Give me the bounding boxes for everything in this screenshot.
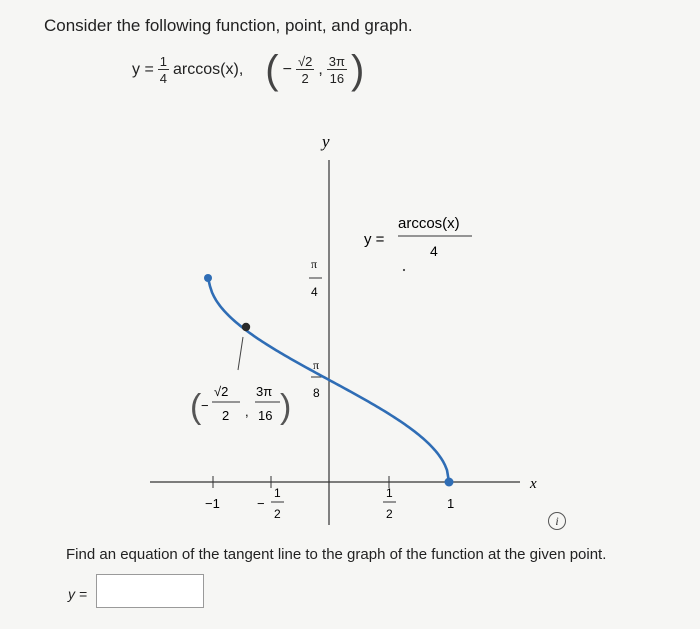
ytick-pi4-den: 4 (311, 285, 318, 299)
point-y-num: 3π (328, 54, 345, 69)
point-label (190, 384, 291, 426)
xtick-half-den: 2 (386, 507, 393, 521)
problem-intro: Consider the following function, point, and graph. (44, 16, 413, 35)
fn-body: arccos(x), (173, 61, 244, 78)
xtick-neghalf-sign: − (257, 496, 265, 511)
point-comma: , (318, 61, 323, 78)
left-paren: ( (265, 48, 279, 92)
y-axis-label: y (322, 132, 330, 151)
point-label-x-den: 2 (222, 408, 230, 423)
point-pointer (238, 337, 243, 370)
xtick-neghalf-num: 1 (274, 486, 281, 500)
xtick-neg1: −1 (205, 496, 220, 511)
ytick-pi4-num: π (311, 257, 318, 271)
eq-lhs: y = (364, 231, 385, 248)
point-label-y-num: 3π (256, 384, 273, 399)
eq-num: arccos(x) (398, 215, 460, 232)
svg-text:(: ( (190, 388, 202, 426)
xtick-half-num: 1 (386, 486, 393, 500)
right-endpoint (445, 478, 454, 487)
svg-text:): ) (280, 388, 292, 426)
info-icon[interactable]: i (548, 512, 566, 530)
ytick-pi8-den: 8 (313, 386, 320, 400)
answer-label: y = (68, 586, 88, 602)
ytick-pi8-num: π (313, 358, 320, 372)
point-x-den: 2 (301, 71, 309, 86)
point-y-den: 16 (329, 71, 345, 86)
stray-dot (403, 269, 405, 271)
fn-y-label: y = (132, 61, 154, 78)
xtick-1: 1 (447, 496, 455, 511)
point-label-comma: , (245, 404, 249, 419)
fn-coef-den: 4 (159, 71, 168, 86)
given-point (242, 323, 250, 331)
question-text: Find an equation of the tangent line to the graph of the function at the given point. (66, 546, 607, 563)
point-label-y-den: 16 (258, 408, 273, 423)
x-axis-label: x (530, 476, 537, 492)
left-endpoint (204, 274, 212, 282)
fn-coef-num: 1 (159, 54, 168, 69)
answer-input[interactable] (96, 574, 204, 608)
point-x-num: √2 (297, 54, 313, 69)
right-paren: ) (350, 48, 365, 92)
point-sign: − (282, 61, 292, 78)
xtick-neghalf-den: 2 (274, 507, 281, 521)
point-label-sign: − (201, 398, 209, 413)
eq-den: 4 (430, 243, 438, 259)
point-label-x-num: √2 (214, 384, 229, 399)
